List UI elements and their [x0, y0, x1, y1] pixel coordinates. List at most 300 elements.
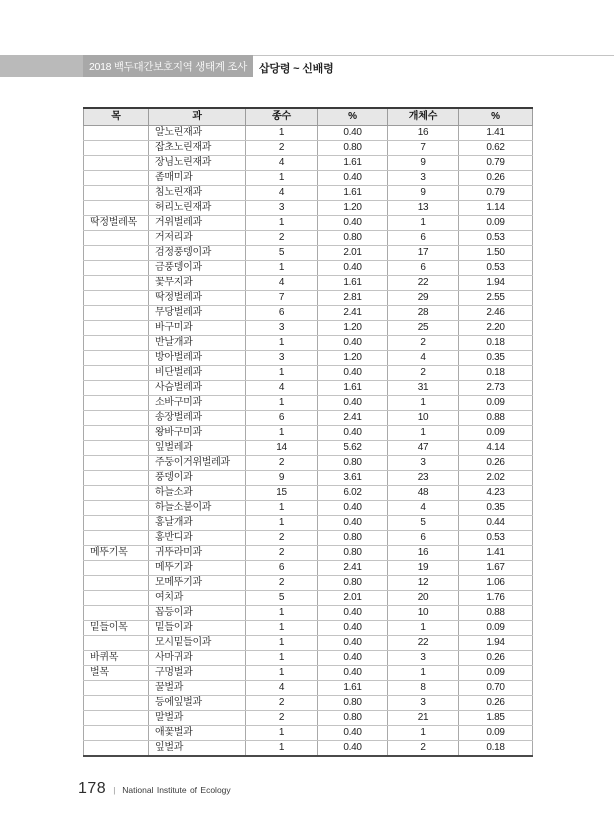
species-pct-cell: 0.40 [318, 501, 388, 516]
table-row [84, 141, 533, 156]
indiv-pct-cell: 0.26 [459, 171, 533, 186]
indiv-count-cell: 4 [388, 351, 459, 366]
family-cell: 꼽등이과 [149, 606, 246, 621]
indiv-pct-cell: 0.35 [459, 351, 533, 366]
indiv-pct-cell: 0.79 [459, 156, 533, 171]
indiv-count-cell: 7 [388, 141, 459, 156]
order-cell: 벌목 [84, 666, 149, 681]
indiv-count-cell: 3 [388, 171, 459, 186]
indiv-count-cell: 25 [388, 321, 459, 336]
species-count-cell: 5 [246, 591, 318, 606]
indiv-count-cell: 1 [388, 216, 459, 231]
table-row [84, 636, 533, 651]
family-cell: 메뚜기과 [149, 561, 246, 576]
family-cell: 바구미과 [149, 321, 246, 336]
species-pct-cell: 1.61 [318, 186, 388, 201]
order-cell [84, 186, 149, 201]
family-cell: 하늘소과 [149, 486, 246, 501]
order-cell [84, 696, 149, 711]
table-row [84, 366, 533, 381]
indiv-count-cell: 6 [388, 231, 459, 246]
table-row [84, 501, 533, 516]
species-count-cell: 1 [246, 501, 318, 516]
species-pct-cell: 0.80 [318, 696, 388, 711]
indiv-count-cell: 10 [388, 411, 459, 426]
species-table-body [84, 126, 533, 757]
indiv-count-cell: 22 [388, 276, 459, 291]
section-title: 삽당령 ~ 신배령 [259, 63, 334, 75]
species-pct-cell: 1.61 [318, 276, 388, 291]
species-pct-cell: 0.40 [318, 516, 388, 531]
family-cell: 꿀벌과 [149, 681, 246, 696]
species-count-cell: 4 [246, 156, 318, 171]
indiv-pct-cell: 4.14 [459, 441, 533, 456]
indiv-count-cell: 1 [388, 726, 459, 741]
species-count-cell: 2 [246, 531, 318, 546]
species-pct-cell: 0.40 [318, 621, 388, 636]
species-count-cell: 7 [246, 291, 318, 306]
col-header-order: 목 [84, 108, 149, 126]
indiv-pct-cell: 1.41 [459, 126, 533, 141]
species-pct-cell: 5.62 [318, 441, 388, 456]
order-cell [84, 351, 149, 366]
order-cell [84, 606, 149, 621]
species-count-cell: 1 [246, 621, 318, 636]
table-row [84, 576, 533, 591]
family-cell: 여치과 [149, 591, 246, 606]
species-count-cell: 2 [246, 576, 318, 591]
family-cell: 장님노린재과 [149, 156, 246, 171]
order-cell [84, 486, 149, 501]
table-row [84, 681, 533, 696]
species-count-cell: 3 [246, 321, 318, 336]
family-cell: 소바구미과 [149, 396, 246, 411]
species-count-cell: 1 [246, 741, 318, 757]
table-row [84, 561, 533, 576]
indiv-count-cell: 12 [388, 576, 459, 591]
species-pct-cell: 0.40 [318, 666, 388, 681]
species-pct-cell: 2.41 [318, 561, 388, 576]
species-pct-cell: 2.41 [318, 306, 388, 321]
table-row [84, 606, 533, 621]
order-cell [84, 231, 149, 246]
species-count-cell: 6 [246, 561, 318, 576]
family-cell: 사슴벌레과 [149, 381, 246, 396]
table-row [84, 471, 533, 486]
family-cell: 모메뚜기과 [149, 576, 246, 591]
species-count-cell: 2 [246, 696, 318, 711]
species-pct-cell: 3.61 [318, 471, 388, 486]
indiv-count-cell: 1 [388, 426, 459, 441]
indiv-count-cell: 5 [388, 516, 459, 531]
order-cell [84, 261, 149, 276]
species-count-cell: 1 [246, 261, 318, 276]
indiv-count-cell: 48 [388, 486, 459, 501]
family-cell: 방아벌레과 [149, 351, 246, 366]
order-cell [84, 741, 149, 757]
table-header-row [84, 108, 533, 126]
indiv-pct-cell: 0.70 [459, 681, 533, 696]
table-row [84, 306, 533, 321]
species-count-cell: 1 [246, 336, 318, 351]
species-pct-cell: 0.80 [318, 711, 388, 726]
indiv-count-cell: 2 [388, 366, 459, 381]
indiv-count-cell: 8 [388, 681, 459, 696]
family-cell: 딱정벌레과 [149, 291, 246, 306]
indiv-pct-cell: 0.26 [459, 456, 533, 471]
indiv-count-cell: 4 [388, 501, 459, 516]
family-cell: 거저리과 [149, 231, 246, 246]
indiv-count-cell: 3 [388, 456, 459, 471]
family-cell: 구멍벌과 [149, 666, 246, 681]
indiv-count-cell: 2 [388, 741, 459, 757]
order-cell [84, 501, 149, 516]
indiv-count-cell: 6 [388, 261, 459, 276]
table-row [84, 741, 533, 757]
table-row [84, 726, 533, 741]
indiv-pct-cell: 2.46 [459, 306, 533, 321]
table-row [84, 621, 533, 636]
indiv-count-cell: 21 [388, 711, 459, 726]
indiv-count-cell: 23 [388, 471, 459, 486]
indiv-count-cell: 3 [388, 651, 459, 666]
indiv-count-cell: 1 [388, 621, 459, 636]
species-count-cell: 1 [246, 216, 318, 231]
species-pct-cell: 1.20 [318, 201, 388, 216]
table-row [84, 231, 533, 246]
order-cell [84, 591, 149, 606]
species-pct-cell: 2.81 [318, 291, 388, 306]
family-cell: 밑들이과 [149, 621, 246, 636]
species-count-cell: 6 [246, 411, 318, 426]
indiv-pct-cell: 1.94 [459, 276, 533, 291]
indiv-count-cell: 16 [388, 126, 459, 141]
species-pct-cell: 0.40 [318, 336, 388, 351]
species-pct-cell: 0.40 [318, 171, 388, 186]
indiv-pct-cell: 0.09 [459, 666, 533, 681]
species-pct-cell: 1.20 [318, 321, 388, 336]
indiv-count-cell: 20 [388, 591, 459, 606]
family-cell: 애꽃벌과 [149, 726, 246, 741]
table-row [84, 321, 533, 336]
indiv-pct-cell: 1.67 [459, 561, 533, 576]
species-count-cell: 2 [246, 546, 318, 561]
report-title-box [83, 55, 253, 77]
table-row [84, 396, 533, 411]
order-cell [84, 156, 149, 171]
table-row [84, 351, 533, 366]
species-pct-cell: 0.40 [318, 606, 388, 621]
family-cell: 검정풍뎅이과 [149, 246, 246, 261]
indiv-pct-cell: 1.76 [459, 591, 533, 606]
family-cell: 비단벌레과 [149, 366, 246, 381]
table-row [84, 291, 533, 306]
table-row [84, 426, 533, 441]
order-cell [84, 366, 149, 381]
species-count-cell: 1 [246, 666, 318, 681]
indiv-pct-cell: 0.09 [459, 396, 533, 411]
indiv-pct-cell: 1.85 [459, 711, 533, 726]
col-header-individuals: 개체수 [388, 108, 459, 126]
table-row [84, 381, 533, 396]
indiv-pct-cell: 0.09 [459, 426, 533, 441]
order-cell [84, 321, 149, 336]
species-pct-cell: 2.01 [318, 246, 388, 261]
order-cell: 딱정벌레목 [84, 216, 149, 231]
order-cell [84, 171, 149, 186]
indiv-pct-cell: 0.53 [459, 531, 533, 546]
table-row [84, 711, 533, 726]
order-cell [84, 681, 149, 696]
indiv-count-cell: 2 [388, 336, 459, 351]
species-table [83, 107, 533, 757]
indiv-pct-cell: 0.26 [459, 696, 533, 711]
species-pct-cell: 0.80 [318, 546, 388, 561]
order-cell [84, 456, 149, 471]
indiv-pct-cell: 2.02 [459, 471, 533, 486]
table-row [84, 276, 533, 291]
family-cell: 침노린재과 [149, 186, 246, 201]
report-title: 2018 백두대간보호지역 생태계 조사 [89, 60, 247, 73]
indiv-pct-cell: 0.35 [459, 501, 533, 516]
species-pct-cell: 0.40 [318, 426, 388, 441]
family-cell: 사마귀과 [149, 651, 246, 666]
family-cell: 꽃무지과 [149, 276, 246, 291]
indiv-count-cell: 22 [388, 636, 459, 651]
indiv-pct-cell: 0.88 [459, 606, 533, 621]
order-cell [84, 726, 149, 741]
table-row [84, 186, 533, 201]
family-cell: 좀매미과 [149, 171, 246, 186]
order-cell [84, 336, 149, 351]
order-cell [84, 561, 149, 576]
indiv-pct-cell: 0.26 [459, 651, 533, 666]
indiv-count-cell: 47 [388, 441, 459, 456]
table-row [84, 666, 533, 681]
indiv-count-cell: 1 [388, 666, 459, 681]
order-cell [84, 441, 149, 456]
indiv-pct-cell: 0.09 [459, 726, 533, 741]
page-number: 178 [78, 780, 107, 797]
family-cell: 거위벌레과 [149, 216, 246, 231]
species-pct-cell: 2.41 [318, 411, 388, 426]
species-count-cell: 1 [246, 171, 318, 186]
family-cell: 등에잎벌과 [149, 696, 246, 711]
family-cell: 금풍뎅이과 [149, 261, 246, 276]
indiv-pct-cell: 0.53 [459, 231, 533, 246]
indiv-count-cell: 10 [388, 606, 459, 621]
species-pct-cell: 0.40 [318, 126, 388, 141]
family-cell: 왕바구미과 [149, 426, 246, 441]
table-row [84, 336, 533, 351]
footer-separator: | [113, 786, 116, 795]
species-count-cell: 4 [246, 381, 318, 396]
indiv-pct-cell: 1.14 [459, 201, 533, 216]
indiv-count-cell: 13 [388, 201, 459, 216]
family-cell: 주둥이거위벌레과 [149, 456, 246, 471]
order-cell [84, 276, 149, 291]
indiv-count-cell: 17 [388, 246, 459, 261]
species-count-cell: 15 [246, 486, 318, 501]
species-pct-cell: 0.40 [318, 261, 388, 276]
family-cell: 무당벌레과 [149, 306, 246, 321]
species-count-cell: 4 [246, 186, 318, 201]
species-count-cell: 1 [246, 651, 318, 666]
species-count-cell: 4 [246, 276, 318, 291]
indiv-pct-cell: 1.06 [459, 576, 533, 591]
species-pct-cell: 6.02 [318, 486, 388, 501]
species-count-cell: 1 [246, 516, 318, 531]
family-cell: 허리노린재과 [149, 201, 246, 216]
table-row [84, 531, 533, 546]
indiv-pct-cell: 0.53 [459, 261, 533, 276]
indiv-pct-cell: 0.44 [459, 516, 533, 531]
species-pct-cell: 0.80 [318, 456, 388, 471]
species-count-cell: 5 [246, 246, 318, 261]
col-header-family: 과 [149, 108, 246, 126]
order-cell [84, 396, 149, 411]
indiv-count-cell: 31 [388, 381, 459, 396]
species-pct-cell: 0.40 [318, 651, 388, 666]
table-row [84, 216, 533, 231]
species-count-cell: 1 [246, 126, 318, 141]
col-header-species: 종수 [246, 108, 318, 126]
family-cell: 잡초노린재과 [149, 141, 246, 156]
indiv-pct-cell: 1.41 [459, 546, 533, 561]
family-cell: 하늘소붙이과 [149, 501, 246, 516]
institute-name: National Institute of Ecology [122, 785, 231, 795]
order-cell [84, 306, 149, 321]
family-cell: 반날개과 [149, 336, 246, 351]
table-row [84, 516, 533, 531]
order-cell [84, 636, 149, 651]
species-pct-cell: 0.80 [318, 576, 388, 591]
indiv-pct-cell: 1.94 [459, 636, 533, 651]
species-count-cell: 3 [246, 201, 318, 216]
header-rule-line [253, 55, 614, 56]
species-count-cell: 1 [246, 726, 318, 741]
indiv-pct-cell: 0.18 [459, 741, 533, 757]
species-count-cell: 1 [246, 366, 318, 381]
species-pct-cell: 1.61 [318, 156, 388, 171]
table-row [84, 441, 533, 456]
family-cell: 잎벌레과 [149, 441, 246, 456]
species-count-cell: 2 [246, 231, 318, 246]
family-cell: 송장벌레과 [149, 411, 246, 426]
order-cell [84, 246, 149, 261]
table-row [84, 696, 533, 711]
table-row [84, 156, 533, 171]
order-cell [84, 126, 149, 141]
indiv-count-cell: 6 [388, 531, 459, 546]
order-cell [84, 471, 149, 486]
table-row [84, 246, 533, 261]
family-cell: 모시밑들이과 [149, 636, 246, 651]
order-cell [84, 381, 149, 396]
species-pct-cell: 0.80 [318, 141, 388, 156]
order-cell [84, 141, 149, 156]
indiv-count-cell: 9 [388, 186, 459, 201]
indiv-pct-cell: 4.23 [459, 486, 533, 501]
order-cell: 메뚜기목 [84, 546, 149, 561]
species-pct-cell: 0.40 [318, 741, 388, 757]
family-cell: 말벌과 [149, 711, 246, 726]
species-count-cell: 14 [246, 441, 318, 456]
species-pct-cell: 0.80 [318, 531, 388, 546]
table-row [84, 201, 533, 216]
species-pct-cell: 2.01 [318, 591, 388, 606]
order-cell [84, 411, 149, 426]
indiv-pct-cell: 0.62 [459, 141, 533, 156]
species-count-cell: 1 [246, 426, 318, 441]
table-row [84, 126, 533, 141]
species-count-cell: 4 [246, 681, 318, 696]
indiv-pct-cell: 2.55 [459, 291, 533, 306]
family-cell: 잎벌과 [149, 741, 246, 757]
indiv-count-cell: 3 [388, 696, 459, 711]
table-row [84, 411, 533, 426]
order-cell [84, 531, 149, 546]
indiv-pct-cell: 1.50 [459, 246, 533, 261]
species-count-cell: 2 [246, 456, 318, 471]
table-row [84, 486, 533, 501]
indiv-count-cell: 9 [388, 156, 459, 171]
family-cell: 홍날개과 [149, 516, 246, 531]
indiv-pct-cell: 0.09 [459, 216, 533, 231]
family-cell: 귀뚜라미과 [149, 546, 246, 561]
indiv-count-cell: 29 [388, 291, 459, 306]
species-count-cell: 2 [246, 141, 318, 156]
species-count-cell: 1 [246, 606, 318, 621]
family-cell: 홍반디과 [149, 531, 246, 546]
header-left-strip [0, 55, 83, 77]
species-pct-cell: 1.61 [318, 681, 388, 696]
species-pct-cell: 0.40 [318, 636, 388, 651]
species-pct-cell: 0.40 [318, 366, 388, 381]
table-row [84, 546, 533, 561]
species-pct-cell: 0.80 [318, 231, 388, 246]
indiv-count-cell: 28 [388, 306, 459, 321]
species-pct-cell: 1.20 [318, 351, 388, 366]
family-cell: 풍뎅이과 [149, 471, 246, 486]
table-row [84, 261, 533, 276]
species-pct-cell: 0.40 [318, 726, 388, 741]
order-cell: 밑들이목 [84, 621, 149, 636]
species-count-cell: 3 [246, 351, 318, 366]
species-pct-cell: 1.61 [318, 381, 388, 396]
species-pct-cell: 0.40 [318, 216, 388, 231]
order-cell: 바퀴목 [84, 651, 149, 666]
family-cell: 알노린재과 [149, 126, 246, 141]
species-count-cell: 1 [246, 396, 318, 411]
species-pct-cell: 0.40 [318, 396, 388, 411]
order-cell [84, 711, 149, 726]
indiv-count-cell: 16 [388, 546, 459, 561]
indiv-pct-cell: 0.88 [459, 411, 533, 426]
indiv-pct-cell: 2.73 [459, 381, 533, 396]
indiv-pct-cell: 2.20 [459, 321, 533, 336]
species-count-cell: 6 [246, 306, 318, 321]
table-row [84, 651, 533, 666]
indiv-pct-cell: 0.18 [459, 336, 533, 351]
indiv-pct-cell: 0.18 [459, 366, 533, 381]
order-cell [84, 516, 149, 531]
table-row [84, 456, 533, 471]
table-row [84, 171, 533, 186]
indiv-count-cell: 19 [388, 561, 459, 576]
order-cell [84, 576, 149, 591]
table-row [84, 591, 533, 606]
